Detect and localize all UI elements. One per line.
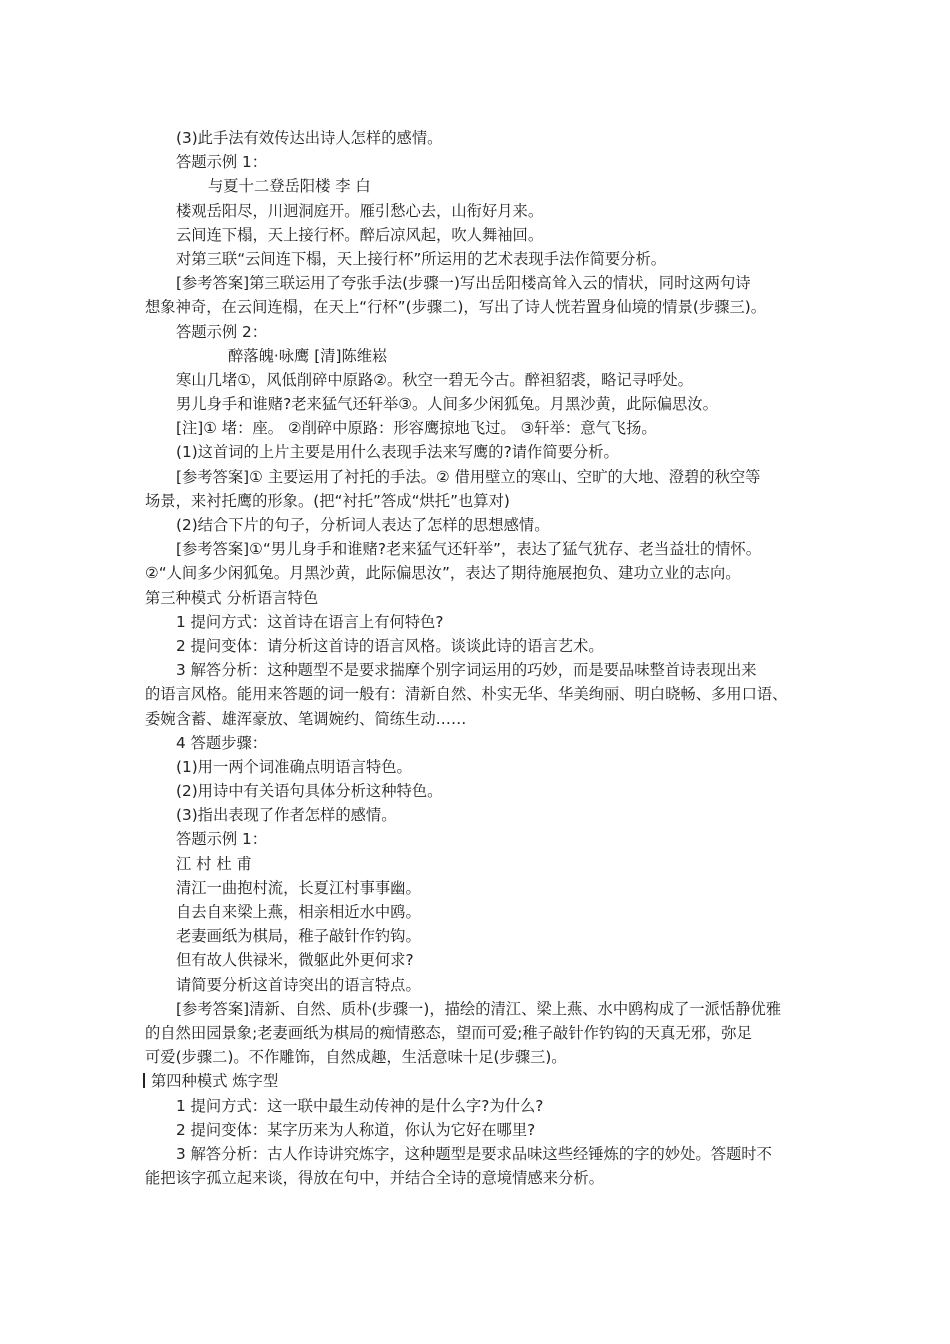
text-line: (3)指出表现了作者怎样的感情。 <box>176 806 397 825</box>
text-line: 想象神奇，在云间连榻，在天上“行杯”(步骤二)，写出了诗人恍若置身仙境的情景(步骤三)。 <box>145 298 767 317</box>
section-heading-text: 第四种模式 炼字型 <box>151 1072 279 1091</box>
text-line: (3)此手法有效传达出诗人怎样的感情。 <box>176 129 443 147</box>
text-line: 对第三联“云间连下榻，天上接行杯”所运用的艺术表现手法作简要分析。 <box>176 249 667 268</box>
text-line: 2 提问变体：某字历来为人称道，你认为它好在哪里? <box>176 1120 536 1139</box>
poem-line: 但有故人供禄米，微躯此外更何求? <box>176 951 414 970</box>
poem-line: 楼观岳阳尽，川迥洞庭开。雁引愁心去，山衔好月来。 <box>176 201 544 220</box>
text-line: 的自然田园景象;老妻画纸为棋局的痴情憨态，望而可爱;稚子敲针作钓钩的天真无邪，弥足 <box>145 1023 752 1042</box>
text-line: 4 答题步骤： <box>176 733 268 752</box>
text-line: 答题示例 1： <box>176 153 268 172</box>
text-line: ②“人间多少闲狐兔。月黑沙黄，此际偏思汝”，表达了期待施展抱负、建功立业的志向。 <box>145 564 741 583</box>
text-line: [参考答案]①“男儿身手和谁赌?老来猛气还轩举”，表达了猛气犹存、老当益壮的情怀。 <box>176 540 762 559</box>
text-line: 1 提问方式：这一联中最生动传神的是什么字?为什么? <box>176 1096 544 1115</box>
text-line: [参考答案]清新、自然、质朴(步骤一)，描绘的清江、梁上燕、水中鸥构成了一派恬静优雅 <box>176 999 782 1018</box>
section-heading <box>143 1069 813 1093</box>
text-line: 能把该字孤立起来谈，得放在句中，并结合全诗的意境情感来分析。 <box>145 1169 604 1188</box>
text-line: [注]① 堵：座。 ②削碎中原路：形容鹰掠地飞过。 ③轩举：意气飞扬。 <box>176 419 657 438</box>
poem-title: 江 村 杜 甫 <box>176 854 252 873</box>
text-line: 可爱(步骤二)。不作雕饰，自然成趣，生活意味十足(步骤三)。 <box>145 1048 567 1067</box>
text-line: 请简要分析这首诗突出的语言特点。 <box>176 975 421 994</box>
text-line: (2)用诗中有关语句具体分析这种特色。 <box>176 782 443 801</box>
poem-title: 与夏十二登岳阳楼 李 白 <box>208 177 371 196</box>
text-line: [参考答案]第三联运用了夸张手法(步骤一)写出岳阳楼高耸入云的情状，同时这两句诗 <box>176 274 751 293</box>
text-line: 场景，来衬托鹰的形象。(把“衬托”答成“烘托”也算对) <box>145 491 510 510</box>
section-heading: 第三种模式 分析语言特色 <box>145 588 319 607</box>
text-line: 3 解答分析：这种题型不是要求揣摩个别字词运用的巧妙，而是要品味整首诗表现出来 <box>176 661 757 680</box>
poem-line: 云间连下榻，天上接行杯。醉后凉风起，吹人舞袖回。 <box>176 225 544 244</box>
text-line: (1)这首词的上片主要是用什么表现手法来写鹰的?请作简要分析。 <box>176 443 619 462</box>
text-line: 答题示例 2： <box>176 322 268 341</box>
poem-line: 寒山几堵①，风低削碎中原路②。秋空一碧无今古。醉袒貂裘，略记寻呼处。 <box>176 370 693 389</box>
poem-line: 男儿身手和谁赌?老来猛气还轩举③。人间多少闲狐兔。月黑沙黄，此际偏思汝。 <box>176 395 718 414</box>
text-line: 答题示例 1： <box>176 830 268 849</box>
poem-line: 自去自来梁上燕，相亲相近水中鸥。 <box>176 903 421 921</box>
text-line: (2)结合下片的句子，分析词人表达了怎样的思想感情。 <box>176 516 550 534</box>
text-line: 3 解答分析：古人作诗讲究炼字，这种题型是要求品味这些经锤炼的字的妙处。答题时不 <box>176 1144 772 1163</box>
text-line: 委婉含蓄、雄浑豪放、笔调婉约、简练生动…… <box>145 709 467 728</box>
poem-line: 老妻画纸为棋局，稚子敲针作钓钩。 <box>176 927 421 946</box>
text-cursor-mark <box>143 1073 145 1088</box>
text-line: [参考答案]① 主要运用了衬托的手法。② 借用壁立的寒山、空旷的大地、澄碧的秋空等 <box>176 467 761 486</box>
poem-line: 清江一曲抱村流，长夏江村事事幽。 <box>176 878 421 897</box>
text-line: 的语言风格。能用来答题的词一般有：清新自然、朴实无华、华美绚丽、明白晓畅、多用口语、 <box>145 685 788 704</box>
text-line: 2 提问变体：请分析这首诗的语言风格。谈谈此诗的语言艺术。 <box>176 636 604 655</box>
poem-title: 醉落魄·咏鹰 [清]陈维崧 <box>228 346 388 365</box>
text-line: (1)用一两个词准确点明语言特色。 <box>176 757 412 776</box>
text-line: 1 提问方式：这首诗在语言上有何特色? <box>176 612 444 631</box>
